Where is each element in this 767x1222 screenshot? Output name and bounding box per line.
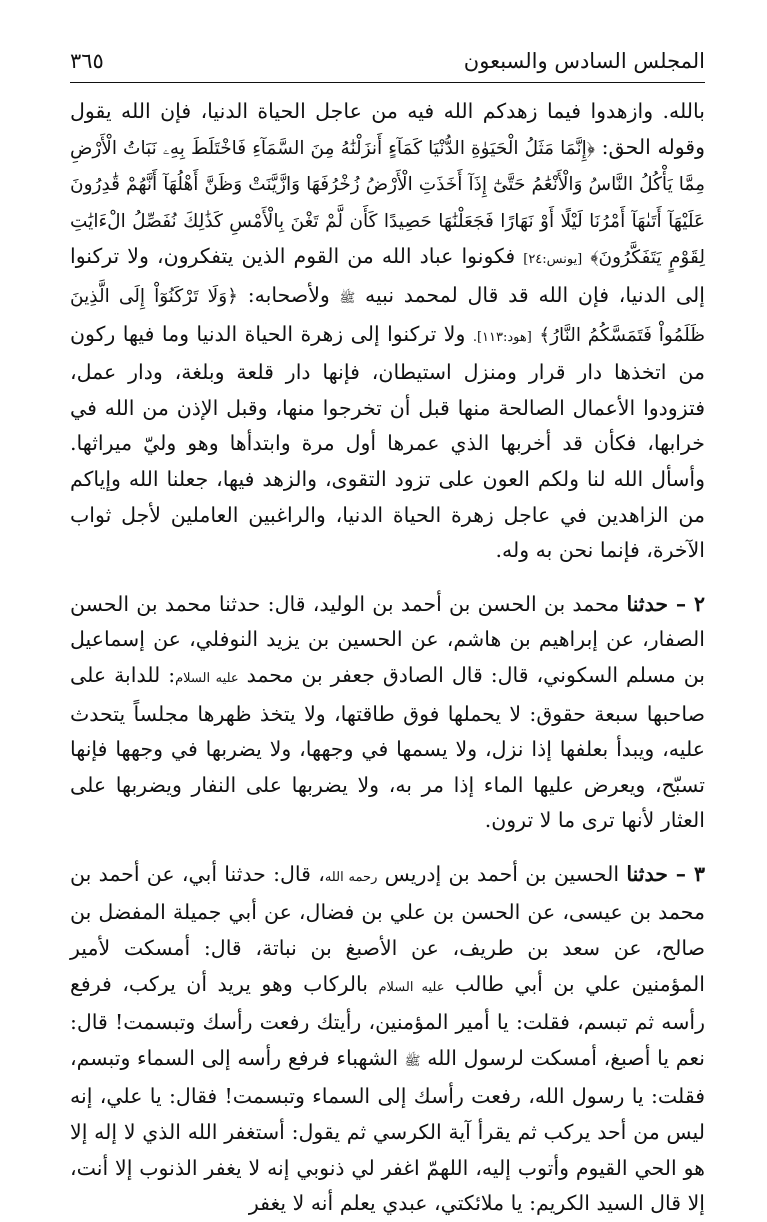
quran-verse-hud: ﴿وَلَا تَرْكَنُوٓاْ إِلَى الَّذِينَ ظَلَمُواْ فَتَمَسَّكُمُ النَّارُ﴾ [70,285,705,346]
salutation-glyph: ﷺ [404,1053,421,1069]
hadith-text: الحسين بن أحمد بن إدريس [384,861,620,886]
chapter-title: المجلس السادس والسبعون [463,49,705,73]
hadith-text: بالركاب وهو يريد أن يركب، فرفع رأسه ثم تبسم، فقلت: يا أمير المؤمنين، رأيتك رفعت رأسك وتبسمت! قال: نعم يا أصبغ، أمسكت لرسول الله [70,971,705,1070]
salutation-marker: رحمه الله [324,869,378,885]
text-line: ولا تركنوا إلى زهرة الحياة الدنيا وما فيها ركون من اتخذها دار قرار ومنزل استيطان، فإنها دار قلعة وبلغة، ودار عمل، فتزودوا الأعمال الصالحة منها قبل أن تخرجوا منها، وقبل الإذن من الله في خرابها، فكأن قد أخربها الذي عمرها أول مرة وابتدأها وهو وليّ ميراثها. وأسأل الله لنا ولكم العون على تزود التقوى، والزهد فيها، جعلنا الله وإياكم من الزاهدين في عاجل زهرة الحياة الدنيا، والراغبين العاملين لأجل ثواب الآخرة، فإنما نحن به وله. [70,321,705,563]
hadith-text: الشهباء فرفع رأسه إلى السماء وتبسم، فقلت: يا رسول الله، رفعت رأسك إلى السماء وتبسمت! فقال: يا علي، إنه ليس من أحد يركب ثم يقرأ آية الكرسي ثم يقول: أستغفر الله الذي لا إله إلا هو الحي القيوم وأتوب إليه، اللهمّ اغفر لي ذنوبي إنه لا يغفر الذنوب إلا أنت، إلا قال السيد الكريم: يا ملائكتي، عبدي يعلم أنه لا يغفر [70,1045,705,1216]
quran-verse-yunus: ﴿إِنَّمَا مَثَلُ الْحَيَوٰةِ الدُّنْيَا كَمَآءٍ أَنزَلْنَٰهُ مِنَ السَّمَآءِ فَاخْتَلَطَ بِهِۦ نَبَاتُ الْأَرْضِ مِمَّا يَأْكُلُ النَّاسُ وَالْأَنْعَٰمُ حَتَّىٰٓ إِذَآ أَخَذَتِ الْأَرْضُ زُخْرُفَهَا وَازَّيَّنَتْ وَظَنَّ أَهْلُهَآ أَنَّهُمْ قَٰدِرُونَ عَلَيْهَآ أَتَىٰهَآ أَمْرُنَا لَيْلًا أَوْ نَهَارًا فَجَعَلْنَٰهَا حَصِيدًا كَأَن لَّمْ تَغْنَ بِالْأَمْسِ كَذَٰلِكَ نُفَصِّلُ الْءَايَٰتِ لِقَوْمٍ يَتَفَكَّرُونَ﴾ [70,137,705,269]
hadith-number: ٢ – حدثنا [626,591,705,616]
salutation-glyph: ﷺ [339,290,356,306]
verse-reference: [يونس:٢٤] [523,252,583,268]
header-divider [70,82,705,83]
hadith-2 [70,587,705,839]
page-number: ٣٦٥ [70,49,104,73]
hadith-text: : للدابة على صاحبها سبعة حقوق: لا يحملها فوق طاقتها، ولا يتخذ ظهرها مجلساً يتحدث عليه، ويبدأ بعلفها إذا نزل، ولا يسمها في وجهها، ولا يضربها في وجهها فإنها تسبّح، ويعرض عليها الماء إذا مر به، ولا يضربها على النفار ويضربها على العثار لأنها ترى ما لا ترون. [70,662,705,833]
running-header [70,44,705,78]
verse-reference: [هود:١١٣]. [472,329,532,345]
paragraph-gap [70,839,705,857]
hadith-text: ، قال: حدثنا أبي، عن أحمد بن محمد بن عيسى، عن الحسن بن علي بن فضال، عن أبي جميلة المفضل بن صالح، عن سعد بن طريف، عن الأصبغ بن نباتة، قال: أمسكت لأمير المؤمنين علي بن أبي طالب [70,861,705,996]
text-line: ولأصحابه: [247,282,330,307]
paragraph-gap [70,569,705,587]
hadith-text: محمد بن الحسن بن أحمد بن الوليد، قال: حدثنا محمد بن الحسن الصفار، عن إبراهيم بن هاشم، عن الحسين بن يزيد النوفلي، عن إسماعيل بن مسلم السكوني، قال: قال الصادق جعفر بن محمد [70,591,706,687]
salutation-marker: عليه السلام [378,979,445,995]
hadith-3 [70,857,705,1222]
main-text [70,94,705,1222]
salutation-marker: عليه السلام [175,670,239,686]
hadith-number: ٣ – حدثنا [626,861,705,886]
paragraph-sermon [70,94,705,569]
text-line: فكونوا عباد الله من القوم الذين يتفكرون، ولا تركنوا إلى الدنيا، فإن الله قد قال لمحمد نبيه [70,244,705,307]
text-line: بالله. وازهدوا فيما زهدكم الله فيه من عاجل الحياة الدنيا، فإن الله يقول وقوله الحق: [70,99,705,159]
